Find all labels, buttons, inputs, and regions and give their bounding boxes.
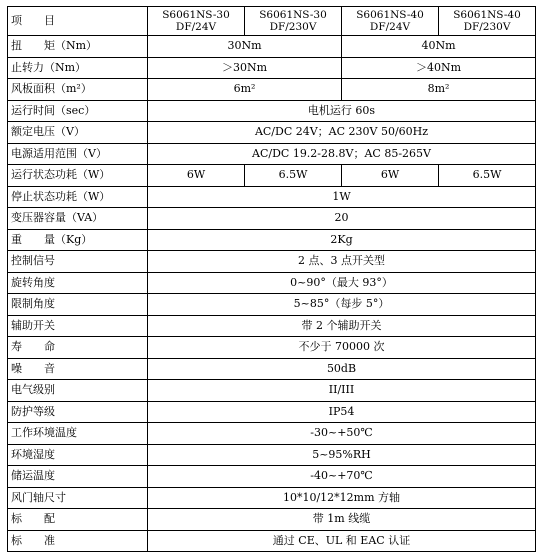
model-variant: DF/24V xyxy=(175,21,217,33)
table-row xyxy=(8,509,536,531)
table-row xyxy=(8,530,536,552)
row-value: 5~85°（每步 5°） xyxy=(148,294,536,316)
table-row xyxy=(8,423,536,445)
row-label: 工作环境温度 xyxy=(8,423,148,445)
model-cell xyxy=(245,7,342,36)
row-value: 带 2 个辅助开关 xyxy=(148,315,536,337)
row-label: 储运温度 xyxy=(8,466,148,488)
row-label: 运行时间（sec） xyxy=(8,100,148,122)
row-label: 旋转角度 xyxy=(8,272,148,294)
row-value: ＞40Nm xyxy=(342,57,536,79)
model-cell xyxy=(439,7,536,36)
row-value: 0~90°（最大 93°） xyxy=(148,272,536,294)
row-label: 变压器容量（VA） xyxy=(8,208,148,230)
row-value: -30~+50℃ xyxy=(148,423,536,445)
row-label: 扭 矩（Nm） xyxy=(8,36,148,58)
row-label: 重 量（Kg） xyxy=(8,229,148,251)
table-row xyxy=(8,315,536,337)
table-row xyxy=(8,272,536,294)
row-label: 额定电压（V） xyxy=(8,122,148,144)
row-value: 不少于 70000 次 xyxy=(148,337,536,359)
row-value: ＞30Nm xyxy=(148,57,342,79)
row-label: 标 配 xyxy=(8,509,148,531)
row-value: 电机运行 60s xyxy=(148,100,536,122)
row-value: 6m² xyxy=(148,79,342,101)
table-row xyxy=(8,36,536,58)
row-label: 辅助开关 xyxy=(8,315,148,337)
row-label: 寿 命 xyxy=(8,337,148,359)
model-name: S6061NS-30 xyxy=(259,9,327,21)
table-row xyxy=(8,143,536,165)
model-variant: DF/230V xyxy=(269,21,317,33)
row-value: 10*10/12*12mm 方轴 xyxy=(148,487,536,509)
row-value: 通过 CE、UL 和 EAC 认证 xyxy=(148,530,536,552)
row-label: 电源适用范围（V） xyxy=(8,143,148,165)
row-label: 停止状态功耗（W） xyxy=(8,186,148,208)
row-value: 6W xyxy=(342,165,439,187)
row-value: AC/DC 24V；AC 230V 50/60Hz xyxy=(148,122,536,144)
table-row xyxy=(8,466,536,488)
row-label: 限制角度 xyxy=(8,294,148,316)
table-row xyxy=(8,358,536,380)
spec-table xyxy=(7,6,536,552)
table-row xyxy=(8,487,536,509)
row-value: 50dB xyxy=(148,358,536,380)
row-value: 8m² xyxy=(342,79,536,101)
table-row xyxy=(8,380,536,402)
row-value: AC/DC 19.2-28.8V；AC 85-265V xyxy=(148,143,536,165)
table-row xyxy=(8,294,536,316)
row-label: 标 准 xyxy=(8,530,148,552)
row-label: 风门轴尺寸 xyxy=(8,487,148,509)
row-value: -40~+70℃ xyxy=(148,466,536,488)
model-variant: DF/230V xyxy=(463,21,511,33)
row-value: IP54 xyxy=(148,401,536,423)
table-row xyxy=(8,100,536,122)
row-value: 带 1m 线缆 xyxy=(148,509,536,531)
table-row xyxy=(8,229,536,251)
table-row xyxy=(8,165,536,187)
model-name: S6061NS-40 xyxy=(356,9,424,21)
table-row xyxy=(8,208,536,230)
row-value: 5~95%RH xyxy=(148,444,536,466)
table-row xyxy=(8,337,536,359)
row-label: 运行状态功耗（W） xyxy=(8,165,148,187)
row-label: 风板面积（m²） xyxy=(8,79,148,101)
row-value: 2 点、3 点开关型 xyxy=(148,251,536,273)
row-value: 1W xyxy=(148,186,536,208)
table-row xyxy=(8,79,536,101)
row-label: 环境湿度 xyxy=(8,444,148,466)
model-variant: DF/24V xyxy=(369,21,411,33)
table-row xyxy=(8,401,536,423)
table-row xyxy=(8,251,536,273)
row-label: 电气级别 xyxy=(8,380,148,402)
header-label: 项 目 xyxy=(8,7,148,36)
row-value: 2Kg xyxy=(148,229,536,251)
table-row xyxy=(8,186,536,208)
table-row xyxy=(8,57,536,79)
row-value: 40Nm xyxy=(342,36,536,58)
row-label: 噪 音 xyxy=(8,358,148,380)
model-name: S6061NS-30 xyxy=(162,9,230,21)
row-label: 防护等级 xyxy=(8,401,148,423)
model-name: S6061NS-40 xyxy=(453,9,521,21)
row-value: 6.5W xyxy=(245,165,342,187)
row-value: 6.5W xyxy=(439,165,536,187)
row-value: 20 xyxy=(148,208,536,230)
row-label: 止转力（Nm） xyxy=(8,57,148,79)
table-row xyxy=(8,122,536,144)
row-label: 控制信号 xyxy=(8,251,148,273)
row-value: 6W xyxy=(148,165,245,187)
table-row xyxy=(8,444,536,466)
model-cell xyxy=(148,7,245,36)
model-cell xyxy=(342,7,439,36)
header-row xyxy=(8,7,536,36)
row-value: 30Nm xyxy=(148,36,342,58)
row-value: II/III xyxy=(148,380,536,402)
